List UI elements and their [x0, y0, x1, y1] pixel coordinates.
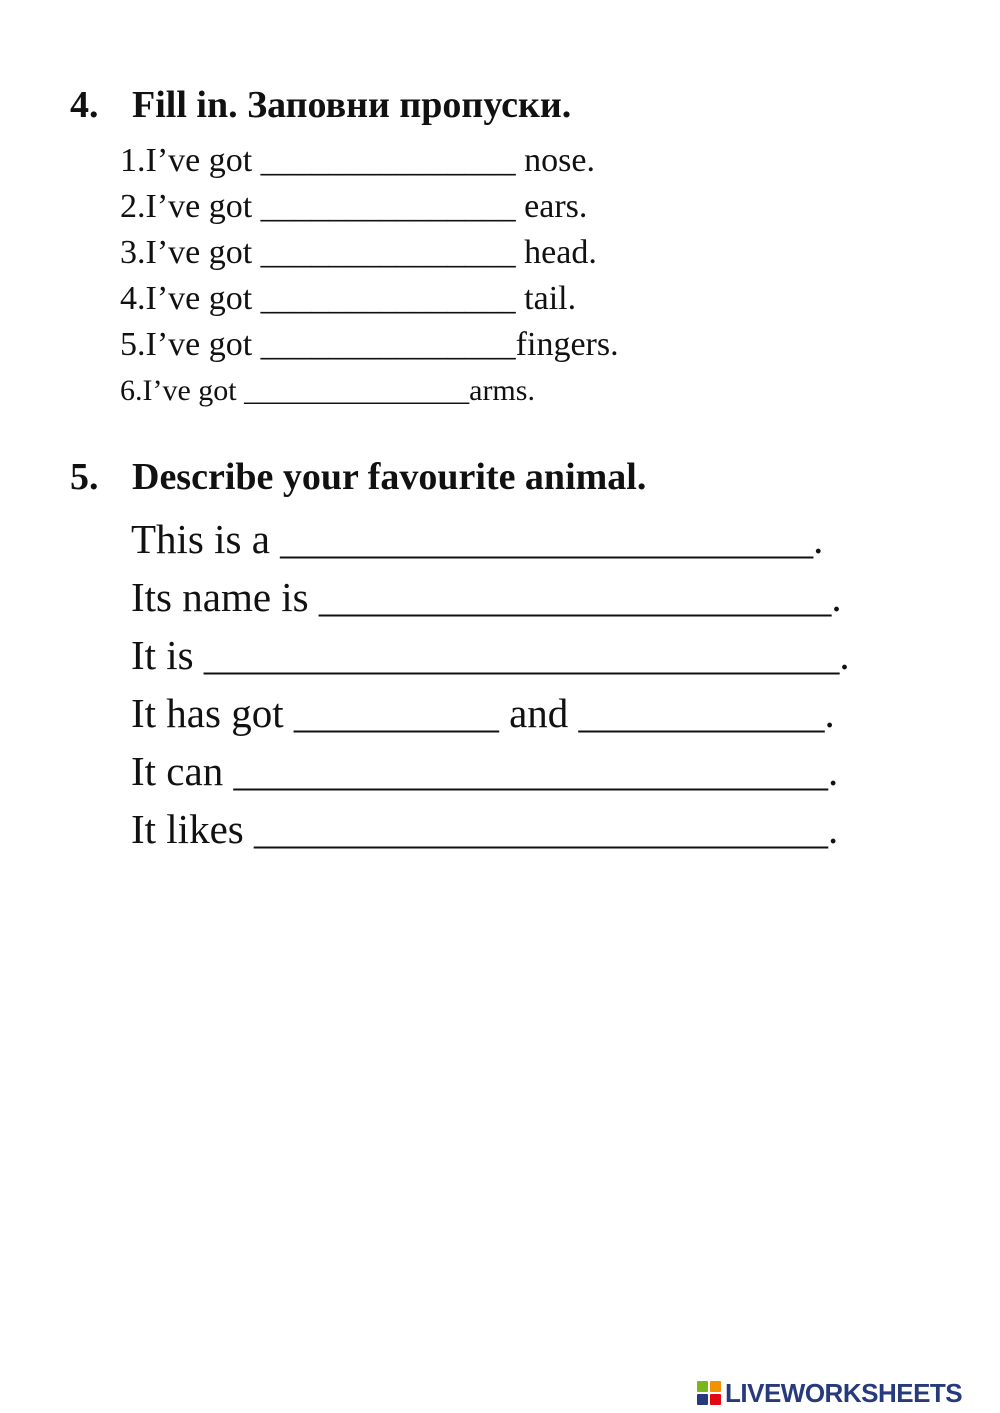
task-5-heading: Describe your favourite animal.	[132, 456, 647, 498]
describe-item-has-got[interactable]: It has got __________ and ____________.	[131, 690, 835, 736]
liveworksheets-logo	[697, 1377, 962, 1409]
fill-in-item-2[interactable]: 2.I’ve got _______________ ears.	[120, 188, 588, 225]
task-5-title	[70, 458, 646, 496]
task-4-heading: Fill in. Заповни пропуски.	[132, 84, 572, 126]
describe-animal-list	[131, 510, 850, 858]
fill-in-item-6[interactable]: 6.I’ve got _______________arms.	[120, 374, 535, 407]
task-4-title	[70, 86, 571, 124]
logo-square-red	[710, 1394, 721, 1405]
task-5-number: 5.	[70, 456, 99, 498]
liveworksheets-logo-text: LIVEWORKSHEETS	[725, 1377, 963, 1408]
fill-in-item-1[interactable]: 1.I’ve got _______________ nose.	[120, 142, 596, 179]
fill-in-item-4[interactable]: 4.I’ve got _______________ tail.	[120, 280, 577, 317]
describe-item-this-is[interactable]: This is a __________________________.	[131, 516, 824, 562]
task-4-number: 4.	[70, 84, 99, 126]
describe-item-name[interactable]: Its name is _________________________.	[131, 574, 842, 620]
fill-in-list	[120, 138, 619, 414]
describe-item-it-is[interactable]: It is _______________________________.	[131, 632, 850, 678]
fill-in-item-5[interactable]: 5.I’ve got _______________fingers.	[120, 326, 619, 363]
liveworksheets-logo-icon	[697, 1381, 721, 1405]
logo-square-green	[697, 1381, 708, 1392]
logo-square-orange	[710, 1381, 721, 1392]
logo-square-blue	[697, 1394, 708, 1405]
fill-in-item-3[interactable]: 3.I’ve got _______________ head.	[120, 234, 597, 271]
describe-item-can[interactable]: It can _____________________________.	[131, 748, 839, 794]
describe-item-likes[interactable]: It likes ____________________________.	[131, 806, 839, 852]
